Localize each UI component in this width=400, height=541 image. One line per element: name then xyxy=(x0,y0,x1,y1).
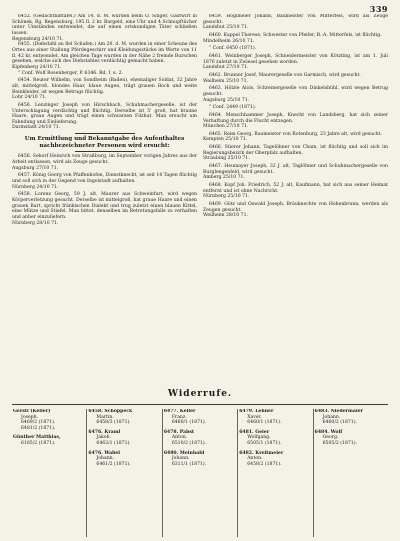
notice-text: 6459. Högimeier Johann, Baumeister von Mitterfels, wird als Zeuge gesucht. xyxy=(203,14,388,25)
notice-place-date: Nürnberg 25/10 71. xyxy=(203,194,250,200)
revocations-rule xyxy=(12,404,388,405)
revocation-name: Günther Matthias, xyxy=(13,435,61,441)
notice-entry xyxy=(12,103,197,131)
revocation-column xyxy=(86,409,161,537)
notice-entry xyxy=(12,154,197,171)
notice-entry xyxy=(203,164,388,181)
notice-text: 6455. (Diebstahl an fiel Schafen.) Am 20. d. M. wurden in einer Scheune des Ortes aus einer Stallung Pferdegeschirr und Kleidungsstücke im Werte von 11 fl. 42 kr. entwendet. Am gleichen Tage wurden in der Nähe 2 fremde Burschen gesehen, welche sich des Diebstahles verdächtig gemacht haben. xyxy=(12,42,197,65)
revocation-reference: 6505/2 (1871). xyxy=(322,440,357,446)
notice-entry xyxy=(203,105,388,111)
notice-text: 6458. Lorenz Georg, 59 J. alt, Maurer aus Schweinfurt, wird wegen Körperverletzung gesucht. Derselbe ist mittelgroß, hat graue Haare und einen grauen Bart, spricht fränkischen Dialekt und trug zuletzt einen blauen Kittel, eine Mütze und Stiefel. Man bittet, denselben im Betretungsfalle zu verhaften und anher einzuliefern. xyxy=(12,192,197,220)
revocation-name: 6479. Lehner xyxy=(239,409,274,414)
revocation-name: Gerstl (Keller) xyxy=(13,409,51,414)
left-column xyxy=(12,14,197,386)
revocation-reference: 6311/1 (1871). xyxy=(171,461,207,467)
notice-place-date: Weilheim 25/10 71. xyxy=(203,78,248,84)
notice-text: 6463. Hölzle Alois, Schreinergeselle von Dinkelsbühl, wird wegen Betrug gesucht. xyxy=(203,86,388,97)
revocation-item xyxy=(239,451,311,468)
revocation-item xyxy=(164,451,236,468)
notice-entry xyxy=(12,192,197,226)
revocation-column xyxy=(237,409,312,537)
revocation-column xyxy=(313,409,388,537)
revocation-item xyxy=(13,409,85,431)
notice-text: 6454. Reuter Wilhelm, von Sondheim (Baden), ehemaliger Soldat, 32 Jahre alt, mittelgroß, blondes Haar, blaue Augen, trägt grauen Rock und weite Beinkleider, ist wegen Betrugs flüchtig. xyxy=(12,78,197,95)
notice-text: 6469. Götz und Oswald Joseph, Bräuknechte von Hohenbrunn, werden als Zeugen gesucht. xyxy=(203,202,388,213)
notice-place-date: Straubing 25/10 71. xyxy=(203,156,250,162)
notice-entry xyxy=(203,86,388,103)
revocation-reference: 6481/2 (1871). xyxy=(21,425,56,431)
revocation-reference: Franz. xyxy=(171,414,187,420)
revocation-reference: 6463/1 (1871). xyxy=(96,440,131,446)
revocation-reference: Xaver. xyxy=(247,414,262,420)
page-number: 339 xyxy=(369,4,388,14)
notice-entry xyxy=(203,14,388,31)
notice-text: 6457. König Georg von Pfaffenhofen, Dienstknecht, ist seit 14 Tagen flüchtig und soll sich in der Gegend von Ingolstadt aufhalten. xyxy=(12,173,197,184)
notice-entry xyxy=(203,113,388,130)
notice-place-date: Augsburg 27/10 71. xyxy=(12,165,59,171)
revocation-reference: Anton. xyxy=(247,456,263,462)
notice-place-date: Landshut 27/10 71. xyxy=(203,65,249,71)
revocation-item xyxy=(315,430,387,447)
revocation-name: 6477. Keller xyxy=(163,409,196,414)
notice-entry xyxy=(203,145,388,162)
notice-entry xyxy=(12,78,197,101)
revocation-name: 6458. Schöppeck xyxy=(88,409,133,414)
revocation-reference: 6460/2 (1871). xyxy=(322,420,357,426)
revocation-item xyxy=(164,430,236,447)
notice-entry xyxy=(203,73,388,84)
revocation-reference: 6460/1 (1871). xyxy=(171,420,207,426)
revocation-item xyxy=(239,430,311,447)
notice-text: 6466. Stierer Johann, Tagelöhner von Cham, ist flüchtig und soll sich im Regierungsbezirk der Oberpfalz aufhalten. xyxy=(203,145,388,156)
revocations-grid xyxy=(12,409,388,537)
notice-entry xyxy=(203,54,388,71)
notice-place-date: Kipfenberg 24/10 71. xyxy=(12,64,62,70)
section-rule xyxy=(75,133,135,134)
notice-text: 6462. Brunner Josef, Maurergeselle von Garmisch, wird gesucht. xyxy=(209,72,361,78)
notice-text: " Conf. 2449 (1871). xyxy=(209,105,257,111)
revocation-reference: Jakob. xyxy=(96,435,111,441)
revocation-column xyxy=(12,409,86,537)
notice-text: " Conf. Wolf Rosenberger, P. 6346. Bd. 1 u. 2. xyxy=(18,70,124,76)
notice-text: 6456. Lenzinger Joseph von Hirschbach, Schuhmachergeselle, ist der Unterschlagung verdächtig und flüchtig. Derselbe ist 5' groß, hat braune Haare, graue Augen und trägt einen schwarzen Filzhut. Man ersucht um Fahndung und Einlieferung. xyxy=(12,102,197,125)
revocation-item xyxy=(88,451,160,468)
revocation-reference: Anton. xyxy=(171,435,188,441)
notice-text: " Conf. 6450 (1871). xyxy=(209,46,257,52)
revocation-reference: 6461/2 (1871). xyxy=(96,461,131,467)
revocation-item xyxy=(88,430,160,447)
revocation-reference: 6469/2 (1871). xyxy=(21,420,56,426)
revocation-column xyxy=(162,409,237,537)
notice-text: 6464. Menschhammer Joseph, Knecht von Landsberg, hat sich seiner Verhaftung durch die Flucht entzogen. xyxy=(203,112,388,124)
revocation-reference: Wolfgang. xyxy=(247,435,271,441)
revocations-title: Widerrufe. xyxy=(167,389,233,399)
notice-entry xyxy=(203,33,388,44)
notice-text: 6452. (Gedächtnißtafel.) Am 14. d. M. wurden beim Ö. Singer, Gastwirt in Schönek, Bg. Regensburg, 195 fl. 2 kr. Bargeld, eine Uhr und 4 Schnupftücher unter Umständen entwendet, die auf einen ortskundigen Täter schließen lassen. xyxy=(12,14,197,36)
revocation-reference: Johann. xyxy=(322,414,341,420)
notice-text: 6461. Weinberger Joseph, Schneidermeister von Kötzting, ist am 1. Juli 1870 zuletzt in Zwiesel gesehen worden. xyxy=(203,53,388,65)
notice-place-date: Lohr 24/10 71. xyxy=(12,95,47,101)
notice-text: 6460. Kappel Therese, Schwester von Pfeifer, B.-A. Mitterfels, ist flüchtig. xyxy=(209,32,382,38)
revocation-reference: 6458/2 (1871). xyxy=(247,461,282,467)
notice-entry xyxy=(12,173,197,190)
notice-place-date: Landshut 25/10 71. xyxy=(203,25,249,31)
revocation-item xyxy=(164,409,236,426)
notice-entry xyxy=(203,183,388,200)
revocation-name: 6481. Geier xyxy=(239,429,270,435)
revocation-name: 6484. Wolf xyxy=(314,429,343,435)
revocation-name: 6476. Kraml xyxy=(88,429,121,435)
section-rule xyxy=(75,151,135,152)
revocation-name: 6476. Wabel xyxy=(88,450,121,456)
revocation-item xyxy=(315,409,387,426)
notice-place-date: Augsburg 25/10 71. xyxy=(203,97,250,103)
revocation-reference: 6458/3 (1871). xyxy=(96,420,131,426)
revocation-item xyxy=(13,435,85,446)
revocation-reference: 6460/1 (1871). xyxy=(247,420,282,426)
revocation-reference: 6505/1 (1871). xyxy=(247,440,282,446)
notice-place-date: Nürnberg 24/10 71. xyxy=(12,184,59,190)
revocation-reference: 6510/2 (1871). xyxy=(171,440,207,446)
notice-entry xyxy=(203,202,388,219)
revocation-name: 6482. Kreitmeier xyxy=(239,450,284,456)
notice-text: 6467. Heumayer Joseph, 32 J. alt, Taglöhner und Schuhmachergeselle von Burglengenfeld, wird gesucht. xyxy=(203,164,388,175)
section-heading: Um Ermittlung und Bekanntgabe des Aufenthaltes nachbezeichneter Personen wird ersucht: xyxy=(24,136,185,149)
notice-place-date: Kempten 25/10 71. xyxy=(203,137,248,143)
notice-text: 6465. Reim Georg, Baumeister von Rotenburg, 23 Jahre alt, wird gesucht. xyxy=(209,131,382,137)
notice-text: 6468. Kopf Joh. Friedrich, 52 J. alt, Kaufmann, hat sich aus seiner Heimat entfernt und ist ohne Nachricht. xyxy=(203,183,388,194)
notice-place-date: Weilheim 28/10 71. xyxy=(203,213,248,219)
revocation-reference: Martin. xyxy=(96,414,114,420)
notice-place-date: Regensburg 24/10 71. xyxy=(12,36,64,42)
notice-columns xyxy=(12,14,388,386)
notice-entry xyxy=(203,46,388,52)
notice-entry xyxy=(203,132,388,143)
notice-place-date: Mindelheim 26/10 71. xyxy=(203,38,255,44)
notice-place-date: Nürnberg 28/10 71. xyxy=(12,220,59,226)
notice-place-date: Darmstadt 24/10 71. xyxy=(12,125,61,131)
notice-text: 6456. Sehorf Heinrich von Straßburg, im September vorigen Jahres aus der Arbeit entlassen, wird als Zeuge gesucht. xyxy=(12,154,197,165)
notice-place-date: Amberg 25/10 71. xyxy=(203,175,245,181)
revocation-item xyxy=(88,409,160,426)
revocation-reference: Joseph. xyxy=(21,414,39,420)
revocation-reference: Johann. xyxy=(96,456,115,462)
revocation-name: 6483. Niedermaier xyxy=(314,409,363,414)
revocation-reference: Georg. xyxy=(322,435,339,441)
notice-place-date: München 27/10 71. xyxy=(203,124,249,130)
revocation-name: 6478. Pabst xyxy=(163,429,195,435)
revocation-reference: 6185/2 (1871). xyxy=(21,440,56,446)
revocation-name: 6480. Meinhold xyxy=(163,450,205,456)
notice-entry xyxy=(12,14,197,76)
revocation-reference: Johann. xyxy=(171,456,190,462)
right-column xyxy=(203,14,388,386)
revocation-item xyxy=(239,409,311,426)
